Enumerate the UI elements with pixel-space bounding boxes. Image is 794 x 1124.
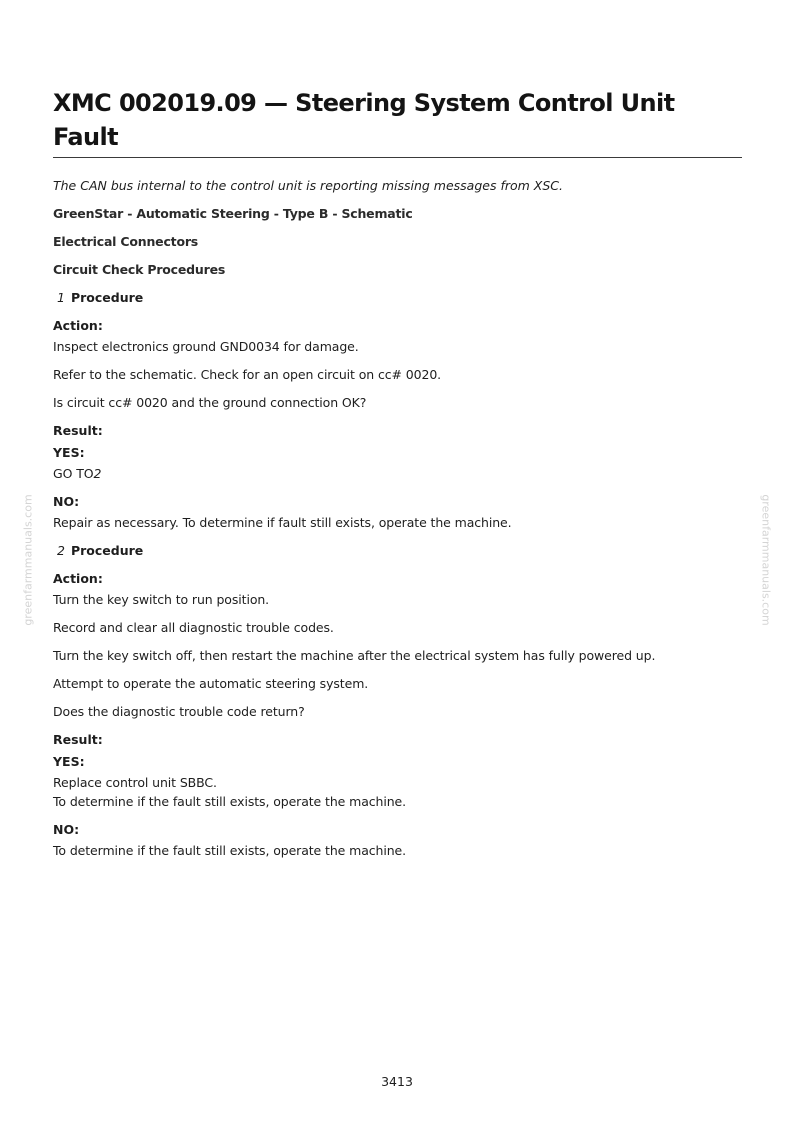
procedure-1-action-label: Action: [53, 318, 103, 333]
procedure-2-yes-line-2: To determine if the fault still exists, operate the machine. [53, 794, 407, 809]
procedure-2-yes-line-1: Replace control unit SBBC. [53, 775, 217, 790]
procedure-2-action-4: Attempt to operate the automatic steering system. [53, 676, 369, 691]
procedure-1-action-2: Refer to the schematic. Check for an open circuit on cc# 0020. [53, 367, 442, 382]
procedure-2-number: 2 [57, 543, 65, 558]
link-schematic[interactable]: GreenStar - Automatic Steering - Type B - Schematic [53, 206, 413, 221]
procedure-2-action-2: Record and clear all diagnostic trouble codes. [53, 620, 334, 635]
procedure-2-yes-label: YES: [53, 754, 85, 769]
procedure-1-yes-text [53, 466, 742, 482]
procedure-2-no-text: To determine if the fault still exists, operate the machine. [53, 843, 407, 858]
goto-link-2[interactable]: 2 [93, 466, 102, 481]
procedure-1-no-text: Repair as necessary. To determine if fault still exists, operate the machine. [53, 515, 512, 530]
procedure-1-heading [53, 290, 742, 306]
page-number: 3413 [381, 1074, 413, 1089]
page-title: XMC 002019.09 — Steering System Control Unit Fault [53, 89, 675, 151]
procedure-1-result-label: Result: [53, 423, 103, 438]
document-body [53, 86, 742, 859]
procedure-1-yes-label: YES: [53, 445, 85, 460]
procedure-2-no-label: NO: [53, 822, 80, 837]
goto-text: GO TO [53, 466, 94, 481]
watermark-right: greenfarmmanuals.com [759, 494, 773, 626]
procedure-2-action-3: Turn the key switch off, then restart the machine after the electrical system has fully powered up. [53, 648, 656, 663]
procedure-1-title: Procedure [70, 290, 144, 305]
procedure-1-no-label: NO: [53, 494, 80, 509]
procedure-1-action-1: Inspect electronics ground GND0034 for damage. [53, 339, 359, 354]
fault-description: The CAN bus internal to the control unit is reporting missing messages from XSC. [53, 178, 563, 193]
procedure-2-action-label: Action: [53, 571, 103, 586]
procedure-2-action-5: Does the diagnostic trouble code return? [53, 704, 305, 719]
procedure-2-heading [53, 543, 742, 559]
watermark-left: greenfarmmanuals.com [21, 494, 35, 626]
procedure-1-action-3: Is circuit cc# 0020 and the ground connection OK? [53, 395, 367, 410]
procedure-2-title: Procedure [70, 543, 144, 558]
procedure-2-action-1: Turn the key switch to run position. [53, 592, 270, 607]
procedure-1-number: 1 [57, 290, 65, 305]
procedure-2-result-label: Result: [53, 732, 103, 747]
link-circuit-check-procedures[interactable]: Circuit Check Procedures [53, 262, 226, 277]
link-electrical-connectors[interactable]: Electrical Connectors [53, 234, 199, 249]
title-rule [53, 157, 742, 158]
